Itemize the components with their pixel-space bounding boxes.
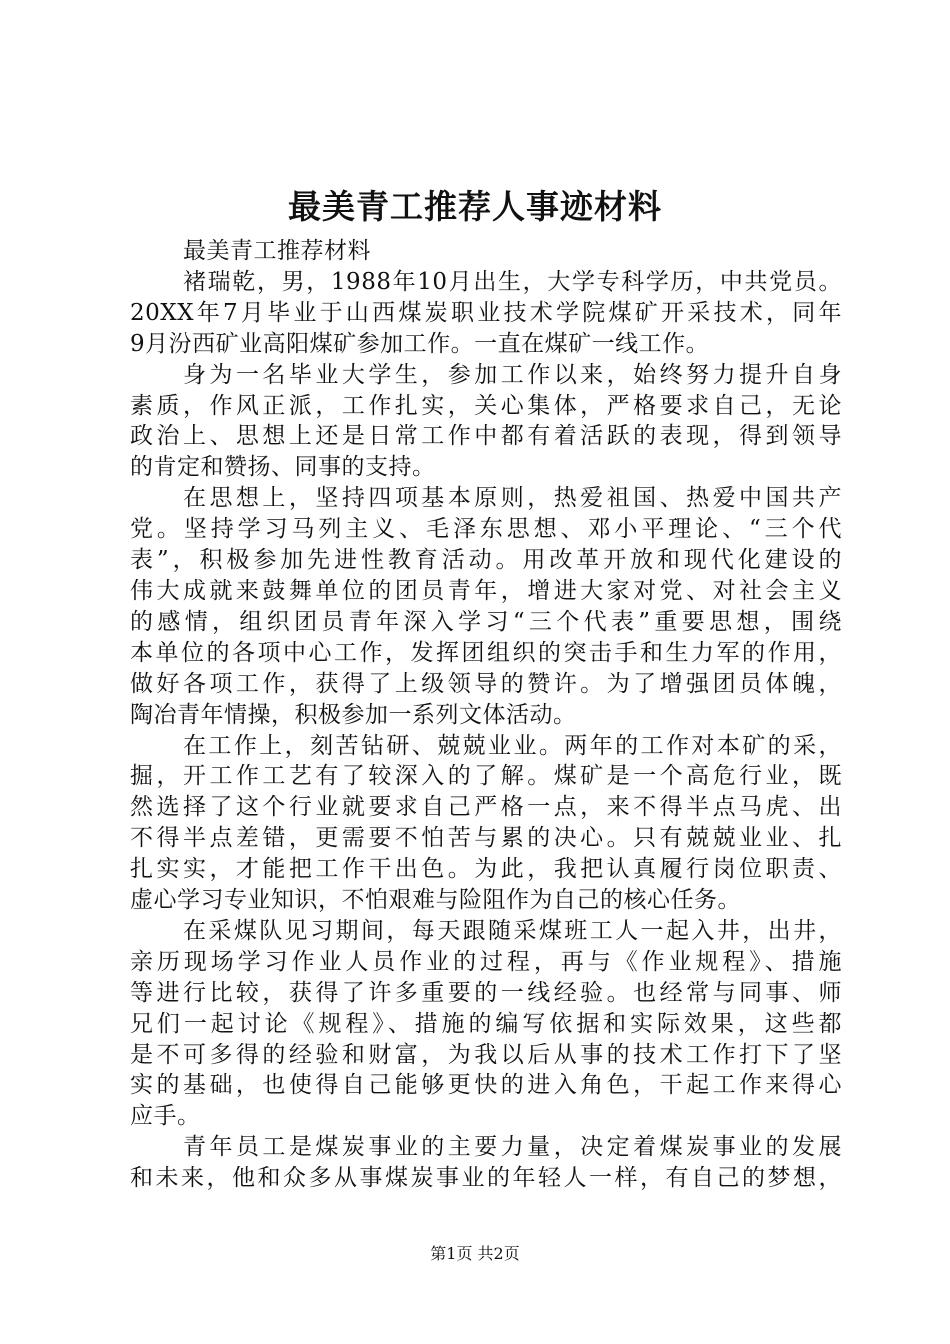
paragraph-ideology bbox=[130, 483, 842, 730]
text-line: 最美青工推荐材料 bbox=[183, 238, 371, 264]
text-line: 的感情，组织团员青年深入学习“三个代表”重要思想，围绕 bbox=[130, 608, 842, 635]
text-line: 9月汾西矿业高阳煤矿参加工作。一直在煤矿一线工作。 bbox=[130, 330, 710, 357]
text-line: 应手。 bbox=[130, 1103, 201, 1130]
text-line: 党。坚持学习马列主义、毛泽东思想、邓小平理论、“三个代 bbox=[130, 516, 842, 543]
paragraph-profile bbox=[130, 267, 842, 360]
page-number-footer: 第1页 共2页 bbox=[430, 1244, 520, 1263]
text-line: 和未来，他和众多从事煤炭事业的年轻人一样，有自己的梦想， bbox=[130, 1165, 842, 1192]
text-line: 身为一名毕业大学生，参加工作以来，始终努力提升自身 bbox=[183, 361, 842, 388]
text-line: 政治上、思想上还是日常工作中都有着活跃的表现，得到领导 bbox=[130, 423, 842, 450]
text-line: 的肯定和赞扬、同事的支持。 bbox=[130, 454, 436, 481]
document-title: 最美青工推荐人事迹材料 bbox=[288, 187, 662, 226]
paragraph-subtitle bbox=[130, 236, 842, 267]
text-line: 在工作上，刻苦钻研、兢兢业业。两年的工作对本矿的采， bbox=[183, 732, 842, 759]
text-line: 表”，积极参加先进性教育活动。用改革开放和现代化建设的 bbox=[130, 547, 842, 574]
text-line: 然选择了这个行业就要求自己严格一点，来不得半点马虎、出 bbox=[130, 794, 842, 821]
paragraph-work bbox=[130, 731, 842, 916]
text-line: 等进行比较，获得了许多重要的一线经验。也经常与同事、师 bbox=[130, 979, 842, 1006]
text-line: 实的基础，也使得自己能够更快的进入角色，干起工作来得心 bbox=[130, 1072, 842, 1099]
text-line: 陶冶青年情操，积极参加一系列文体活动。 bbox=[130, 701, 577, 728]
text-line: 在思想上，坚持四项基本原则，热爱祖国、热爱中国共产 bbox=[183, 485, 842, 512]
text-line: 亲历现场学习作业人员作业的过程，再与《作业规程》、措施 bbox=[130, 948, 842, 975]
paragraph-qualities bbox=[130, 360, 842, 484]
text-line: 做好各项工作，获得了上级领导的赞许。为了增强团员体魄， bbox=[130, 670, 842, 697]
text-line: 伟大成就来鼓舞单位的团员青年，增进大家对党、对社会主义 bbox=[130, 577, 842, 604]
text-line: 扎实实，才能把工作干出色。为此，我把认真履行岗位职责、 bbox=[130, 856, 842, 883]
text-line: 掘，开工作工艺有了较深入的了解。煤矿是一个高危行业，既 bbox=[130, 763, 842, 790]
document-body bbox=[130, 236, 842, 1194]
text-line: 是不可多得的经验和财富，为我以后从事的技术工作打下了坚 bbox=[130, 1041, 842, 1068]
paragraph-internship bbox=[130, 916, 842, 1132]
text-line: 素质，作风正派，工作扎实，关心集体，严格要求自己，无论 bbox=[130, 392, 842, 419]
text-line: 青年员工是煤炭事业的主要力量，决定着煤炭事业的发展 bbox=[183, 1134, 842, 1161]
text-line: 兄们一起讨论《规程》、措施的编写依据和实际效果，这些都 bbox=[130, 1010, 842, 1037]
text-line: 虚心学习专业知识，不怕艰难与险阻作为自己的核心任务。 bbox=[130, 887, 741, 914]
text-line: 本单位的各项中心工作，发挥团组织的突击手和生力军的作用， bbox=[130, 639, 842, 666]
text-line: 褚瑞乾，男，1988年10月出生，大学专科学历，中共党员。 bbox=[183, 268, 842, 295]
text-line: 不得半点差错，更需要不怕苦与累的决心。只有兢兢业业、扎 bbox=[130, 825, 842, 852]
paragraph-youth bbox=[130, 1132, 842, 1194]
text-line: 在采煤队见习期间，每天跟随采煤班工人一起入井，出井， bbox=[183, 917, 842, 944]
text-line: 20XX年7月毕业于山西煤炭职业技术学院煤矿开采技术，同年 bbox=[130, 299, 842, 326]
